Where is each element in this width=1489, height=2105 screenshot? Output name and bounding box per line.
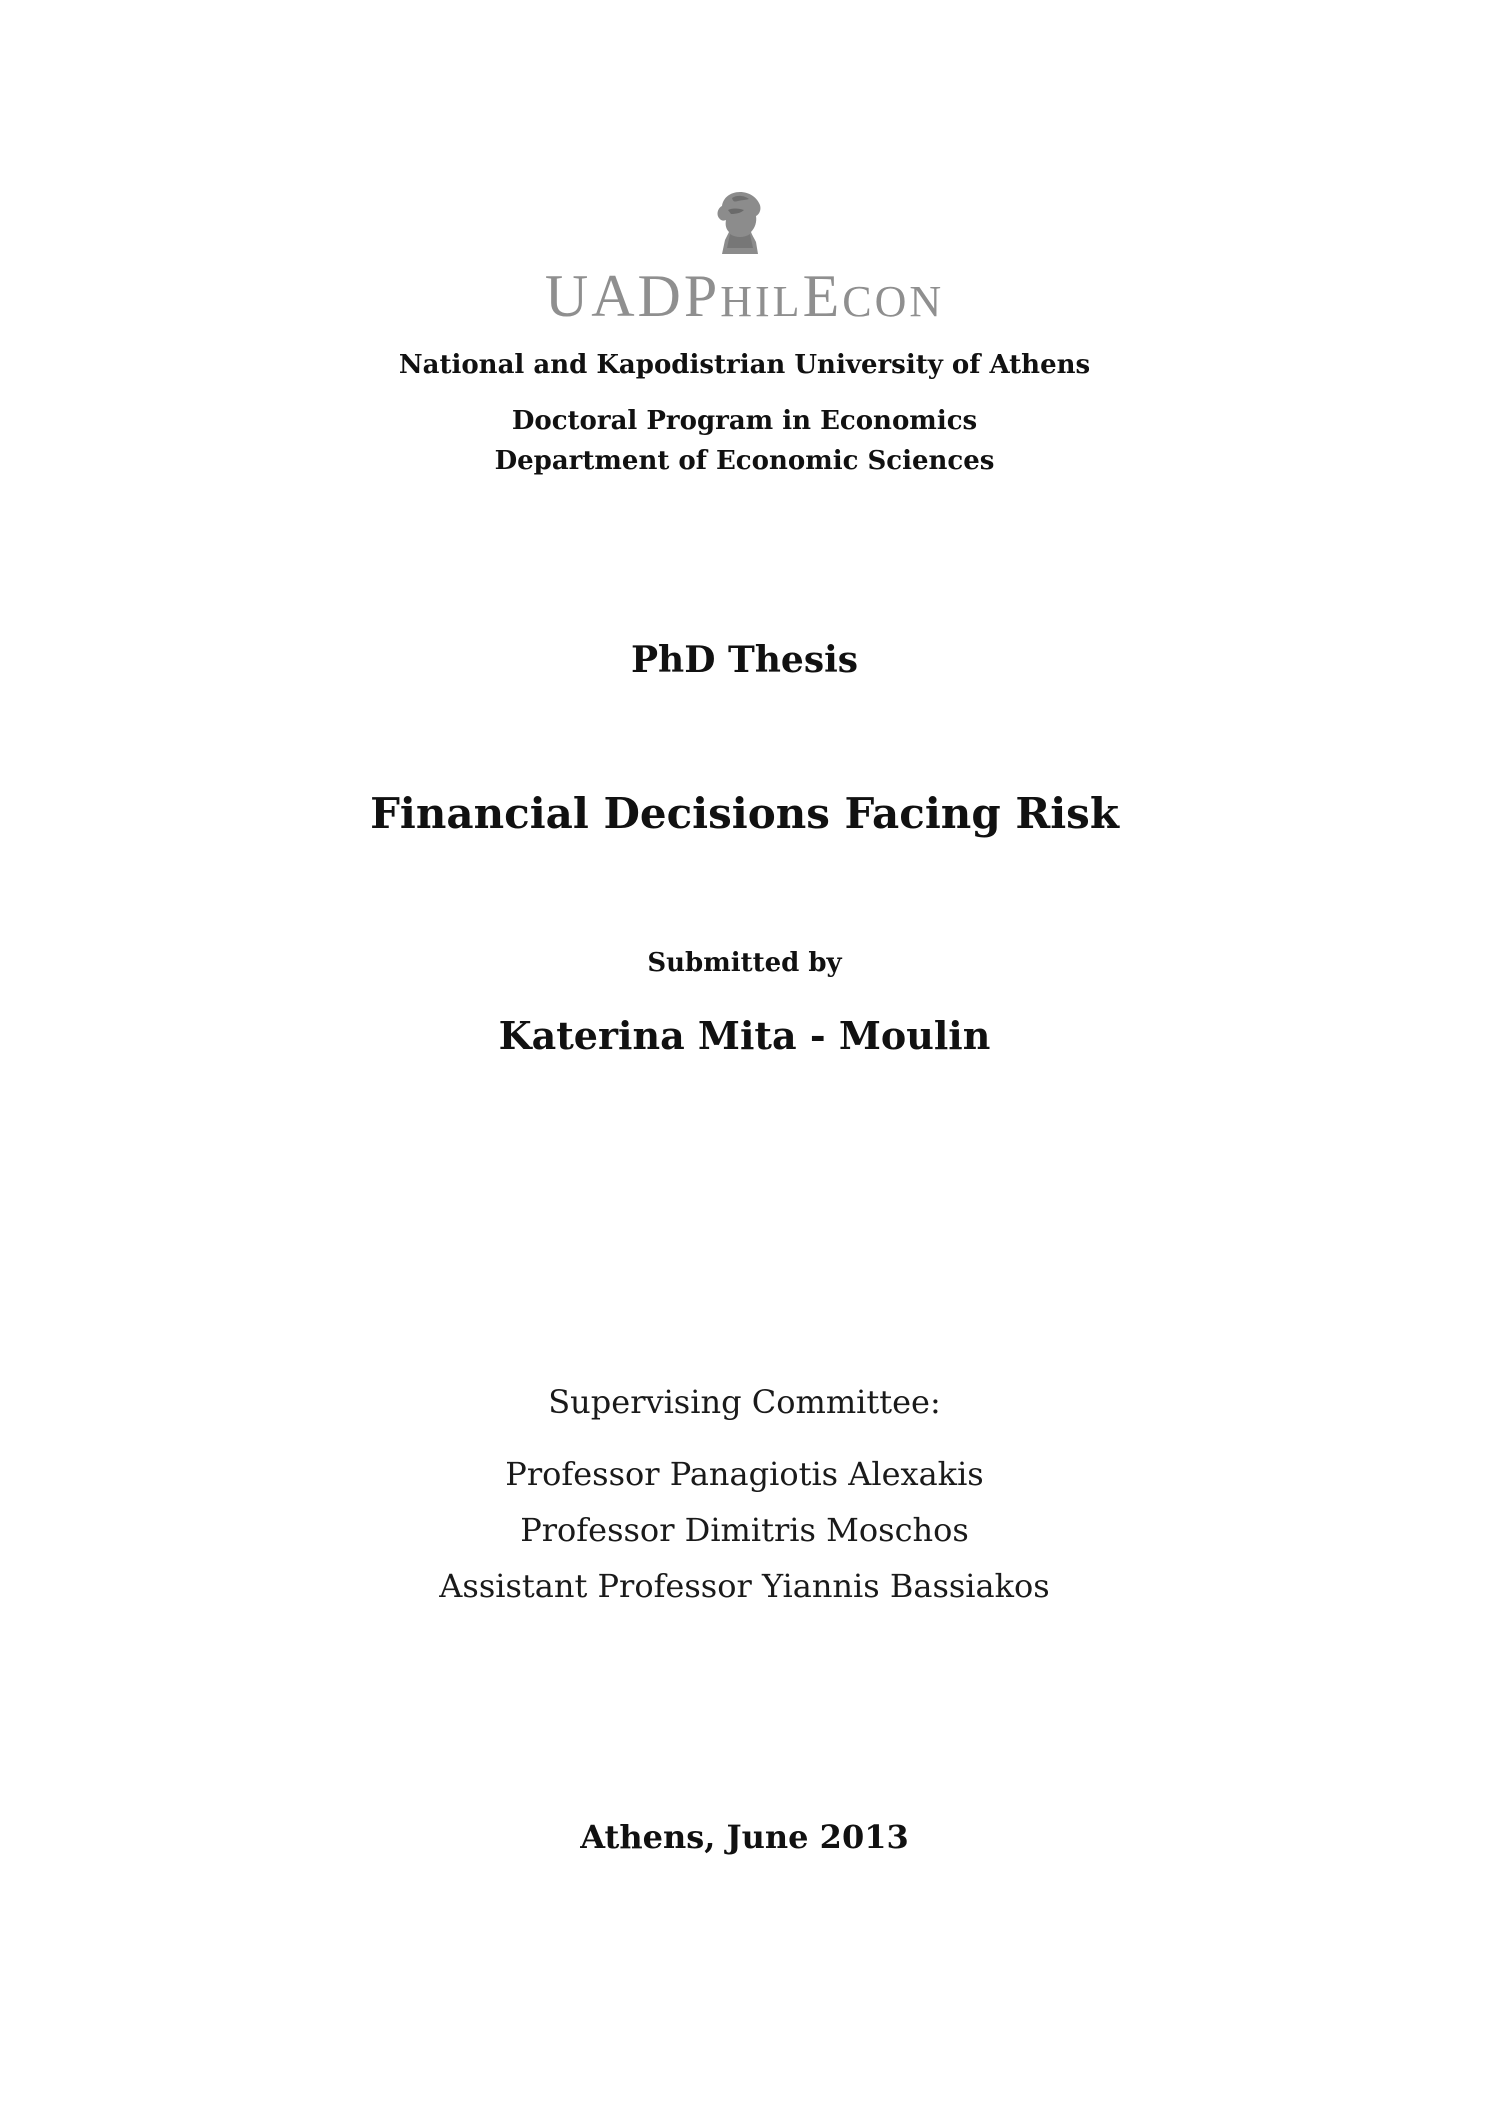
logo-text-e: E: [802, 263, 843, 329]
committee-member: Professor Panagiotis Alexakis: [505, 1455, 984, 1493]
submitted-by-label: Submitted by: [647, 948, 842, 978]
committee-heading: Supervising Committee:: [548, 1383, 941, 1421]
department-name: Department of Economic Sciences: [494, 446, 995, 476]
place-and-date: Athens, June 2013: [580, 1818, 909, 1856]
logo-text-con: CON: [842, 277, 945, 326]
athena-head-icon: [710, 188, 768, 258]
program-name: Doctoral Program in Economics: [511, 406, 978, 436]
author-name: Katerina Mita - Moulin: [498, 1013, 991, 1058]
logo-text-uad: UAD: [544, 263, 684, 329]
thesis-type: PhD Thesis: [630, 639, 859, 681]
committee-member: Assistant Professor Yiannis Bassiakos: [439, 1567, 1050, 1605]
logo-text-hil: HIL: [720, 277, 803, 326]
committee-member: Professor Dimitris Moschos: [520, 1511, 969, 1549]
uadphilecon-logo: [0, 188, 1489, 329]
university-name: National and Kapodistrian University of Athens: [398, 350, 1091, 380]
thesis-title: Financial Decisions Facing Risk: [370, 789, 1119, 838]
logo-text-p: P: [683, 263, 721, 329]
